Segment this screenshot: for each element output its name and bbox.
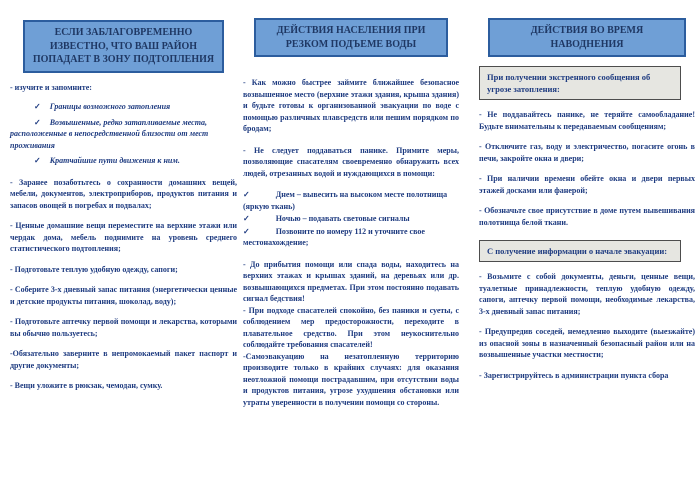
paragraph: - Возьмите с собой документы, деньги, ценные вещи, туалетные принадлежности, теплую удобную одежду, сапоги, аптечку первой помощи, необходимые лекарства, 3-х дневный запас питания;: [479, 272, 695, 316]
checklist-item: [243, 189, 459, 212]
signal-checklist: [243, 189, 459, 249]
checklist-item: [10, 155, 237, 167]
checklist-item-text: Днем – вывесить на высоком месте полотнища (яркую ткань): [243, 190, 448, 211]
paragraph: - Не поддавайтесь панике, не теряйте самообладание! Будьте внимательны к передаваемым сообщениям;: [479, 110, 695, 131]
paragraph: - Ценные домашние вещи переместите на верхние этажи или чердак дома, мебель поднимите на уровень среднего статистического подтопления;: [10, 221, 237, 253]
subheader-evacuation-start: С получение информации о начале эвакуации:: [479, 240, 681, 262]
paragraph: - Соберите 3-х дневный запас питания (энергетически ценные и детские продукты питания, шоколад, воду);: [10, 285, 237, 306]
paragraph: - Отключите газ, воду и электричество, погасите огонь в печи, закройте окна и двери;: [479, 142, 695, 163]
checklist-item: [10, 117, 237, 152]
check-icon: ✓: [243, 190, 250, 199]
paragraph: - Не следует поддаваться панике. Примите меры, позволяющие спасателям своевременно обнаружить всех людей, отрезанных водой и нуждающихся в помощи:: [243, 145, 459, 178]
checklist-item: [10, 101, 237, 113]
panel-header: ДЕЙСТВИЯ НАСЕЛЕНИЯ ПРИ РЕЗКОМ ПОДЪЕМЕ ВОДЫ: [254, 18, 448, 57]
intro-text: - изучите и запомните:: [10, 82, 92, 92]
checklist-item-text: Возвышенные, редко затапливаемые места, расположенные в непосредственной близости от мест проживания: [10, 117, 209, 150]
check-icon: ✓: [243, 214, 250, 223]
paragraph: - При наличии времени обейте окна и двери первых этажей досками или фанерой;: [479, 174, 695, 195]
subheader-emergency-message: При получении экстренного сообщения об угрозе затопления:: [479, 66, 681, 100]
checklist-item: [243, 213, 459, 225]
paragraph: - До прибытия помощи или спада воды, находитесь на верхних этажах и крышах зданий, на деревьях или др. возвышающихся предметах. При этом постоянно подавать сигнал бедствия!: [243, 259, 459, 303]
paragraph: -Самоэвакуацию на незатопленную территорию производите только в крайних случаях: для оказания неотложной помощи пострадавшим, при отсутствии воды и продуктов питания, угрозе ухудшения обстановки или утраты уверенности в получении помощи со стороны.: [243, 351, 459, 407]
paragraph: - Как можно быстрее займите ближайшее безопасное возвышенное место (верхние этажи здания, крыша здания) и будьте готовы к организованной эвакуации по воде с помощью различных плавсредств или пешим порядком по бродам;: [243, 78, 459, 133]
checklist-item: [243, 226, 459, 249]
panel-header: ДЕЙСТВИЯ ВО ВРЕМЯ НАВОДНЕНИЯ: [488, 18, 686, 57]
checklist-item-text: Ночью – подавать световые сигналы: [275, 214, 410, 223]
paragraph: - Зарегистрируйтесь в администрации пункта сбора: [479, 370, 669, 380]
paragraph: - Подготовьте теплую удобную одежду, сапоги;: [10, 264, 178, 274]
paragraph: - Заранее позаботьтесь о сохранности домашних вещей, мебели, документов, электроприборов, продуктов питания и запасов овощей в погребах и подвалах;: [10, 177, 237, 210]
check-icon: ✓: [243, 226, 250, 236]
paragraph: - Обозначьте свое присутствие в доме путем вывешивания полотнища белой ткани.: [479, 206, 695, 227]
check-icon: ✓: [34, 102, 41, 111]
checklist-item-text: Позвоните по номеру 112 и уточните свое местонахождение;: [243, 226, 425, 247]
paragraph: - Предупредив соседей, немедленно выходите (выезжайте) из опасной зоны в назначенный безопасный район или на возвышенные участки местности;: [479, 327, 695, 359]
check-icon: ✓: [34, 156, 41, 165]
panel-advance-warning: [10, 18, 237, 401]
checklist-item-text: Кратчайшие пути движения к ним.: [49, 156, 180, 165]
panel-during-flood: [479, 18, 695, 390]
panel-header: ЕСЛИ ЗАБЛАГОВРЕМЕННО ИЗВЕСТНО, ЧТО ВАШ РАЙОН ПОПАДАЕТ В ЗОНУ ПОДТОПЛЕНИЯ: [23, 20, 224, 73]
checklist-item-text: Границы возможного затопления: [49, 102, 171, 111]
memorize-checklist: [10, 101, 237, 167]
panel-rapid-water-rise: [243, 18, 459, 408]
intro-wrap: [10, 82, 237, 94]
paragraph: - Вещи уложите в рюкзак, чемодан, сумку.: [10, 381, 163, 390]
paragraph: -Обязательно заверните в непромокаемый пакет паспорт и другие документы;: [10, 349, 237, 370]
paragraph: - Подготовьте аптечку первой помощи и лекарства, которыми вы обычно пользуетесь;: [10, 317, 237, 338]
paragraph: - При подходе спасателей спокойно, без паники и суеты, с соблюдением мер предосторожности, переходите в плавательное средство. При этом неукоснительно соблюдайте требования спасателей!: [243, 305, 459, 349]
check-icon: ✓: [34, 117, 41, 127]
